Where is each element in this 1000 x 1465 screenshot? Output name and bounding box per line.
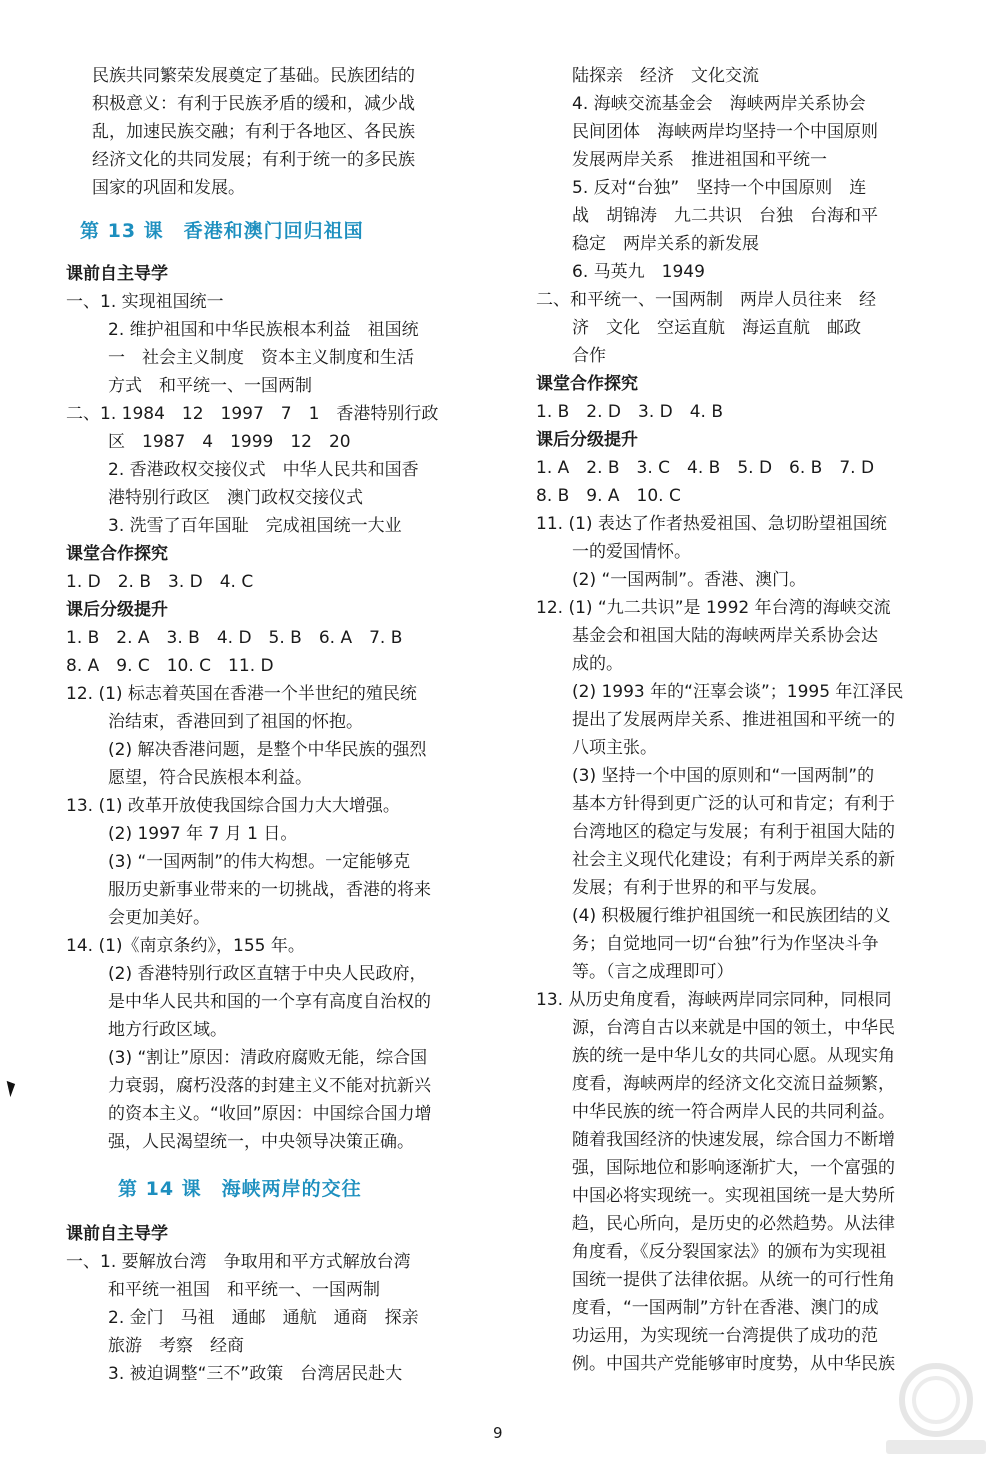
text-line: 一的爱国情怀。 [572, 542, 691, 562]
text-line: 3. 被迫调整“三不”政策 台湾居民赴大 [108, 1364, 403, 1384]
text-line: 1. B 2. D 3. D 4. B [536, 402, 723, 422]
text-line: 区 1987 4 1999 12 20 [108, 432, 351, 452]
text-line: 趋，民心所向，是历史的必然趋势。从法律 [572, 1214, 895, 1234]
section-heading: 课前自主导学 [66, 264, 168, 284]
text-line: 民间团体 海峡两岸均坚持一个中国原则 [572, 122, 878, 142]
section-heading: 课堂合作探究 [66, 544, 168, 564]
text-line: 治结束，香港回到了祖国的怀抱。 [108, 712, 363, 732]
text-line: (3) “一国两制”的伟大构想。一定能够克 [108, 852, 411, 872]
text-line: 港特别行政区 澳门政权交接仪式 [108, 488, 363, 508]
section-heading: 课后分级提升 [536, 430, 638, 450]
text-line: 成的。 [572, 654, 623, 674]
text-line: 地方行政区域。 [108, 1020, 227, 1040]
text-line: 积极意义：有利于民族矛盾的缓和，减少战 [92, 94, 415, 114]
text-line: 1. D 2. B 3. D 4. C [66, 572, 254, 592]
text-line: 战 胡锦涛 九二共识 台独 台海和平 [572, 206, 878, 226]
text-line: 和平统一祖国 和平统一、一国两制 [108, 1280, 380, 1300]
text-line: 台湾地区的稳定与发展；有利于祖国大陆的 [572, 822, 895, 842]
watermark-logo [880, 1360, 992, 1458]
text-line: 11. (1) 表达了作者热爱祖国、急切盼望祖国统 [536, 514, 887, 534]
margin-mark-icon [2, 1081, 15, 1097]
text-line: 济 文化 空运直航 海运直航 邮政 [572, 318, 861, 338]
text-line: 8. B 9. A 10. C [536, 486, 681, 506]
text-line: 国统一提供了法律依据。从统一的可行性角 [572, 1270, 895, 1290]
text-line: 的资本主义。“收回”原因：中国综合国力增 [108, 1104, 432, 1124]
lesson-title: 第 14 课 海峡两岸的交往 [118, 1178, 362, 1200]
text-line: 度看，“一国两制”方针在香港、澳门的成 [572, 1298, 879, 1318]
text-line: 一 社会主义制度 资本主义制度和生活 [108, 348, 414, 368]
text-line: 源，台湾自古以来就是中国的领土，中华民 [572, 1018, 895, 1038]
text-line: 一、1. 实现祖国统一 [66, 292, 224, 312]
text-line: 稳定 两岸关系的新发展 [572, 234, 759, 254]
text-line: 合作 [572, 346, 606, 366]
text-line: 功运用，为实现统一台湾提供了成功的范 [572, 1326, 878, 1346]
text-line: 12. (1) 标志着英国在香港一个半世纪的殖民统 [66, 684, 417, 704]
text-line: 中华民族的统一符合两岸人民的共同利益。 [572, 1102, 895, 1122]
text-line: (3) 坚持一个中国的原则和“一国两制”的 [572, 766, 875, 786]
text-line: 中国必将实现统一。实现祖国统一是大势所 [572, 1186, 895, 1206]
text-line: 1. A 2. B 3. C 4. B 5. D 6. B 7. D [536, 458, 875, 478]
text-line: 2. 香港政权交接仪式 中华人民共和国香 [108, 460, 419, 480]
text-line: (4) 积极履行维护祖国统一和民族团结的义 [572, 906, 891, 926]
text-line: 方式 和平统一、一国两制 [108, 376, 312, 396]
text-line: 二、和平统一、一国两制 两岸人员往来 经 [536, 290, 876, 310]
text-line: 14. (1)《南京条约》，155 年。 [66, 936, 305, 956]
text-line: (2) 1993 年的“汪辜会谈”；1995 年江泽民 [572, 682, 904, 702]
text-line: 二、1. 1984 12 1997 7 1 香港特别行政 [66, 404, 439, 424]
text-line: 发展；有利于世界的和平与发展。 [572, 878, 827, 898]
text-line: 陆探亲 经济 文化交流 [572, 66, 759, 86]
page-number: 9 [493, 1424, 503, 1442]
text-line: 2. 金门 马祖 通邮 通航 通商 探亲 [108, 1308, 419, 1328]
text-line: 一、1. 要解放台湾 争取用和平方式解放台湾 [66, 1252, 411, 1272]
text-line: 8. A 9. C 10. C 11. D [66, 656, 274, 676]
text-line: 经济文化的共同发展；有利于统一的多民族 [92, 150, 415, 170]
text-line: 度看，海峡两岸的经济文化交流日益频繁， [572, 1074, 895, 1094]
text-line: 民族共同繁荣发展奠定了基础。民族团结的 [92, 66, 415, 86]
text-line: 愿望，符合民族根本利益。 [108, 768, 312, 788]
lesson-title: 第 13 课 香港和澳门回归祖国 [80, 220, 364, 242]
text-line: 服历史新事业带来的一切挑战，香港的将来 [108, 880, 431, 900]
text-line: 强，人民渴望统一，中央领导决策正确。 [108, 1132, 414, 1152]
text-line: 2. 维护祖国和中华民族根本利益 祖国统 [108, 320, 419, 340]
section-heading: 课前自主导学 [66, 1224, 168, 1244]
text-line: (2) 1997 年 7 月 1 日。 [108, 824, 298, 844]
text-line: 是中华人民共和国的一个享有高度自治权的 [108, 992, 431, 1012]
text-line: 八项主张。 [572, 738, 657, 758]
text-line: 基金会和祖国大陆的海峡两岸关系协会达 [572, 626, 878, 646]
text-line: 12. (1) “九二共识”是 1992 年台湾的海峡交流 [536, 598, 891, 618]
text-line: (2) 香港特别行政区直辖于中央人民政府， [108, 964, 427, 984]
text-line: 基本方针得到更广泛的认可和肯定；有利于 [572, 794, 895, 814]
text-line: 国家的巩固和发展。 [92, 178, 245, 198]
text-line: 等。（言之成理即可） [572, 962, 734, 982]
text-line: 社会主义现代化建设；有利于两岸关系的新 [572, 850, 895, 870]
text-line: 例。中国共产党能够审时度势，从中华民族 [572, 1354, 895, 1374]
text-line: 1. B 2. A 3. B 4. D 5. B 6. A 7. B [66, 628, 403, 648]
text-line: 乱，加速民族交融；有利于各地区、各民族 [92, 122, 415, 142]
text-line: 5. 反对“台独” 坚持一个中国原则 连 [572, 178, 867, 198]
text-line: 力衰弱，腐朽没落的封建主义不能对抗新兴 [108, 1076, 431, 1096]
text-line: 随着我国经济的快速发展，综合国力不断增 [572, 1130, 895, 1150]
text-line: 6. 马英九 1949 [572, 262, 705, 282]
text-line: 13. 从历史角度看，海峡两岸同宗同种，同根同 [536, 990, 892, 1010]
text-line: 会更加美好。 [108, 908, 210, 928]
text-line: 务；自觉地同一切“台独”行为作坚决斗争 [572, 934, 879, 954]
text-line: 13. (1) 改革开放使我国综合国力大大增强。 [66, 796, 400, 816]
section-heading: 课后分级提升 [66, 600, 168, 620]
text-line: (2) 解决香港问题，是整个中华民族的强烈 [108, 740, 427, 760]
section-heading: 课堂合作探究 [536, 374, 638, 394]
text-line: 发展两岸关系 推进祖国和平统一 [572, 150, 827, 170]
text-line: 3. 洗雪了百年国耻 完成祖国统一大业 [108, 516, 402, 536]
text-line: 强，国际地位和影响逐渐扩大，一个富强的 [572, 1158, 895, 1178]
text-line: 族的统一是中华儿女的共同心愿。从现实角 [572, 1046, 895, 1066]
text-line: (2) “一国两制”。香港、澳门。 [572, 570, 807, 590]
text-line: 角度看，《反分裂国家法》的颁布为实现祖 [572, 1242, 887, 1262]
text-line: 旅游 考察 经商 [108, 1336, 244, 1356]
text-line: 4. 海峡交流基金会 海峡两岸关系协会 [572, 94, 866, 114]
text-line: 提出了发展两岸关系、推进祖国和平统一的 [572, 710, 895, 730]
text-line: (3) “割让”原因：清政府腐败无能，综合国 [108, 1048, 428, 1068]
